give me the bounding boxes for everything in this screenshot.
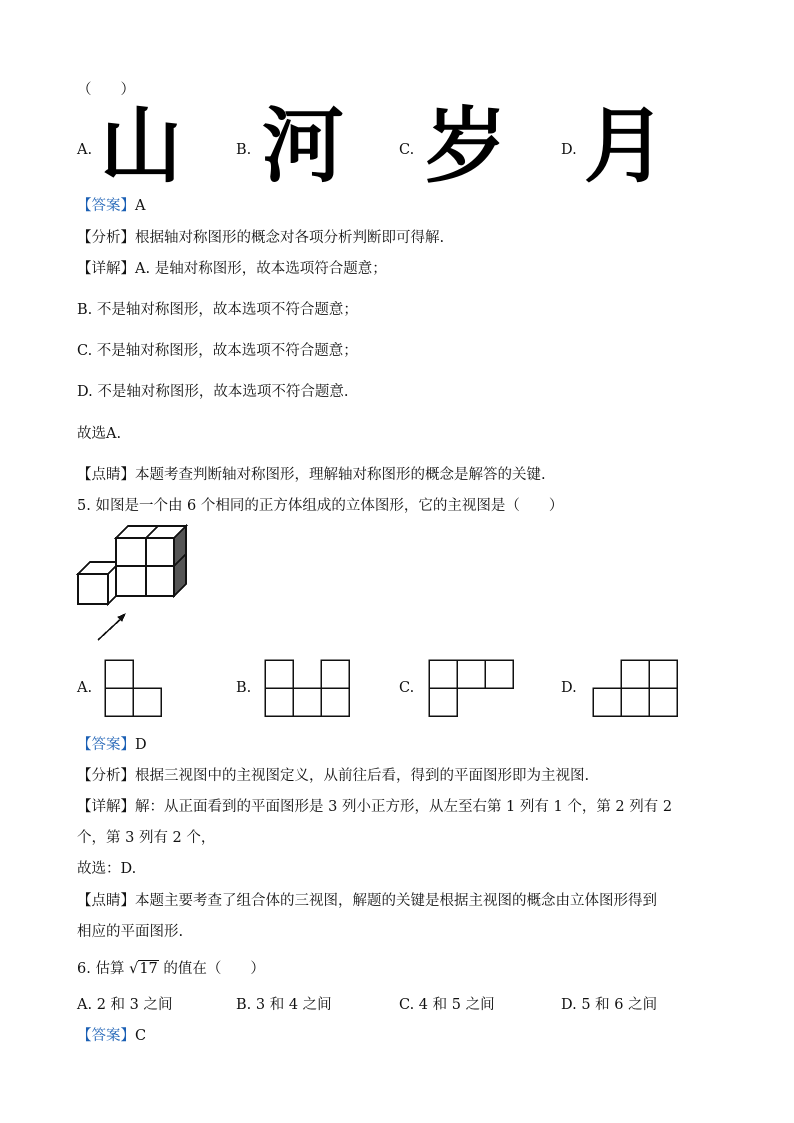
q4-option-c-char: 岁 [425, 99, 508, 194]
q4-detail-a [77, 259, 387, 279]
answer-tag: 【答案】 [77, 1028, 135, 1044]
q5-choice: 故选：D. [77, 861, 137, 877]
option-label: C. [399, 997, 415, 1013]
detail-tag: 【详解】 [77, 261, 135, 277]
option-label: A. [77, 997, 93, 1013]
q4-answer [77, 196, 145, 216]
answer-value: D [135, 737, 147, 753]
option-text: 4 和 5 之间 [418, 997, 495, 1013]
answer-tag: 【答案】 [77, 198, 135, 214]
q4-option-b-char: 河 [262, 99, 345, 194]
q5-option-b-label: B. [236, 680, 252, 696]
detail-text: A. 是轴对称图形，故本选项符合题意； [135, 261, 387, 277]
detail-tag: 【详解】 [77, 799, 135, 815]
detail-text: 解：从正面看到的平面图形是 3 列小正方形，从左至右第 1 列有 1 个，第 2 列有 2 [135, 799, 673, 815]
q4-option-b-label: B. [236, 142, 252, 158]
q5-option-c-figure [428, 659, 518, 719]
q4-option-a-char: 山 [100, 99, 183, 194]
q4-option-a-label: A. [77, 142, 93, 158]
option-label: D. [561, 997, 577, 1013]
q4-choice: 故选A. [77, 426, 122, 442]
q5-option-a-figure [104, 659, 164, 719]
q5-cube-figure [70, 520, 200, 650]
q4-paren: （ ） [77, 82, 135, 98]
q6-option-b [236, 995, 332, 1015]
q5-option-c-label: C. [399, 680, 415, 696]
option-text: 3 和 4 之间 [255, 997, 332, 1013]
q6-option-a [77, 995, 172, 1015]
comment-text: 本题主要考查了组合体的三视图，解题的关键是根据主视图的概念由立体图形得到 [135, 893, 657, 909]
q4-detail-d: D. 不是轴对称图形，故本选项不符合题意. [77, 384, 349, 400]
q4-analysis [77, 228, 444, 248]
q4-option-c-label: C. [399, 142, 415, 158]
q6-option-d [561, 995, 657, 1015]
analysis-tag: 【分析】 [77, 768, 135, 784]
q5-comment-2: 相应的平面图形. [77, 924, 184, 940]
q5-option-d-label: D. [561, 680, 577, 696]
q5-answer [77, 735, 147, 755]
option-text: 5 和 6 之间 [581, 997, 658, 1013]
answer-value: C [135, 1028, 147, 1044]
q5-detail-2: 个，第 3 列有 2 个， [77, 830, 216, 846]
q6-answer [77, 1026, 146, 1046]
comment-tag: 【点睛】 [77, 467, 135, 483]
q5-detail-1 [77, 797, 672, 817]
q6-question [77, 959, 265, 979]
q5-comment-1 [77, 891, 657, 911]
option-label: B. [236, 997, 252, 1013]
q5-question: 5. 如图是一个由 6 个相同的正方体组成的立体图形，它的主视图是（ ） [77, 498, 564, 514]
q4-detail-b: B. 不是轴对称图形，故本选项不符合题意； [77, 302, 358, 318]
q5-option-b-figure [264, 659, 354, 719]
q5-option-d-figure [592, 659, 682, 719]
q4-option-d-char: 月 [584, 99, 667, 194]
analysis-tag: 【分析】 [77, 230, 135, 246]
q4-option-d-label: D. [561, 142, 577, 158]
q6-question-prefix: 6. 估算 [77, 961, 125, 977]
q5-analysis [77, 766, 589, 786]
comment-text: 本题考查判断轴对称图形，理解轴对称图形的概念是解答的关键. [135, 467, 546, 483]
q5-option-a-label: A. [77, 680, 93, 696]
q6-radicand: 17 [139, 961, 158, 977]
option-text: 2 和 3 之间 [96, 997, 173, 1013]
q6-question-suffix: 的值在（ ） [163, 961, 265, 977]
sqrt-symbol: √ [129, 961, 139, 977]
analysis-text: 根据三视图中的主视图定义，从前往后看，得到的平面图形即为主视图. [135, 768, 590, 784]
q4-detail-c: C. 不是轴对称图形，故本选项不符合题意； [77, 343, 358, 359]
answer-value: A [135, 198, 146, 214]
analysis-text: 根据轴对称图形的概念对各项分析判断即可得解. [135, 230, 445, 246]
answer-tag: 【答案】 [77, 737, 135, 753]
comment-tag: 【点睛】 [77, 893, 135, 909]
q4-comment [77, 465, 546, 485]
q6-option-c [399, 995, 495, 1015]
